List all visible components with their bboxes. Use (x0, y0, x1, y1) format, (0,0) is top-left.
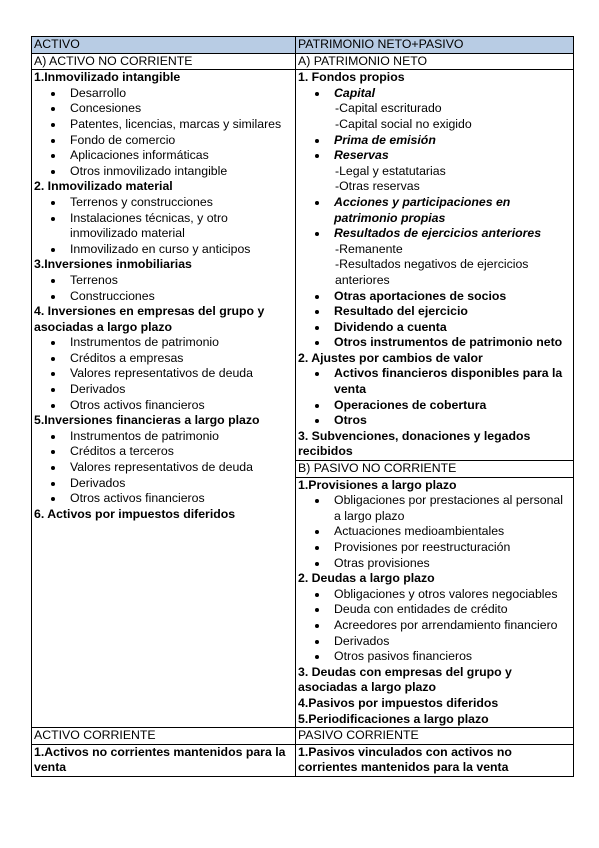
bullet-icon (315, 201, 319, 205)
fondos-propios-list-b (298, 133, 573, 164)
fondos-propios-bold-list (298, 289, 573, 351)
pasivo-no-corriente-cell (296, 477, 574, 728)
bullet-icon (315, 295, 319, 299)
bullet-icon (315, 530, 319, 534)
bullet-icon (315, 92, 319, 96)
bullet-icon (51, 466, 55, 470)
bullet-icon (315, 232, 319, 236)
section-pasivo-corriente: PASIVO CORRIENTE (296, 728, 574, 745)
group-list (34, 195, 295, 257)
fondos-propios-list (298, 86, 573, 102)
list-item: Otros (298, 413, 573, 429)
group-title: 4. Inversiones en empresas del grupo y asociadas a largo plazo (34, 304, 265, 334)
bullet-icon (51, 92, 55, 96)
activo-no-corriente-cell (32, 70, 296, 728)
list-item: Acreedores por arrendamiento financiero (298, 618, 573, 634)
list-item: Valores representativos de deuda (34, 460, 295, 476)
provisiones-title: 1.Provisiones a largo plazo (298, 477, 457, 492)
list-item: Concesiones (34, 101, 295, 117)
bullet-icon (315, 593, 319, 597)
bullet-icon (315, 404, 319, 408)
bullet-icon (51, 357, 55, 361)
list-item: Acciones y participaciones en patrimonio propias (298, 195, 573, 226)
bullet-icon (315, 310, 319, 314)
bullet-icon (315, 372, 319, 376)
pasivo-extra-item: 3. Deudas con empresas del grupo y asociadas a largo plazo (298, 664, 512, 695)
group-title: 1.Inmovilizado intangible (34, 70, 181, 85)
fondos-propios-title: 1. Fondos propios (298, 70, 405, 85)
list-item: Créditos a empresas (34, 351, 295, 367)
bullet-icon (51, 154, 55, 158)
bullet-icon (315, 499, 319, 503)
bullet-icon (315, 546, 319, 550)
bullet-icon (51, 139, 55, 143)
list-item: Resultado del ejercicio (298, 304, 573, 320)
header-pasivo: PATRIMONIO NETO+PASIVO (296, 37, 574, 54)
group-title: 3.Inversiones inmobiliarias (34, 257, 192, 272)
list-item: Resultados de ejercicios anteriores (298, 226, 573, 242)
bullet-icon (51, 201, 55, 205)
group-title: 6. Activos por impuestos diferidos (34, 506, 236, 521)
ajustes-list (298, 366, 573, 428)
bullet-icon (315, 608, 319, 612)
list-item: Instrumentos de patrimonio (34, 429, 295, 445)
list-item: Inmovilizado en curso y anticipos (34, 242, 295, 258)
list-item: Derivados (34, 476, 295, 492)
list-item: Construcciones (34, 289, 295, 305)
bullet-icon (51, 279, 55, 283)
deudas-list (298, 587, 573, 665)
list-item: Obligaciones por prestaciones al personal a largo plazo (298, 493, 573, 524)
list-item: Otros activos financieros (34, 491, 295, 507)
list-item: Instalaciones técnicas, y otro inmovilizado material (34, 211, 295, 242)
bullet-icon (315, 139, 319, 143)
bullet-icon (51, 107, 55, 111)
list-item: Operaciones de cobertura (298, 398, 573, 414)
balance-sheet-table (31, 36, 574, 777)
section-pasivo-no-corriente: B) PASIVO NO CORRIENTE (296, 461, 574, 478)
list-item: Terrenos y construcciones (34, 195, 295, 211)
section-patrimonio-neto: A) PATRIMONIO NETO (296, 53, 574, 70)
header-row (32, 37, 574, 54)
bullet-icon (51, 450, 55, 454)
bullet-icon (315, 341, 319, 345)
group-list (34, 273, 295, 304)
list-item: Otras aportaciones de socios (298, 289, 573, 305)
bullet-icon (51, 123, 55, 127)
bullet-icon (51, 482, 55, 486)
group-title: 5.Inversiones financieras a largo plazo (34, 413, 260, 428)
bullet-icon (315, 419, 319, 423)
bullet-icon (51, 170, 55, 174)
bullet-icon (51, 217, 55, 221)
list-item: Otros inmovilizado intangible (34, 164, 295, 180)
list-item: Deuda con entidades de crédito (298, 602, 573, 618)
bullet-icon (51, 372, 55, 376)
bullet-icon (315, 624, 319, 628)
body-row (32, 744, 574, 776)
bullet-icon (51, 341, 55, 345)
bullet-icon (315, 562, 319, 566)
activo-no-corriente-list (34, 70, 295, 522)
reservas-line: -Otras reservas (335, 179, 420, 194)
list-item: Otras provisiones (298, 556, 573, 572)
bullet-icon (51, 248, 55, 252)
list-item: Derivados (298, 634, 573, 650)
list-item: Derivados (34, 382, 295, 398)
provisiones-list (298, 493, 573, 571)
list-item: Créditos a terceros (34, 444, 295, 460)
resultados-line: -Resultados negativos de ejercicios anteriores (335, 257, 529, 287)
group-title: 2. Inmovilizado material (34, 179, 173, 194)
header-activo: ACTIVO (32, 37, 296, 54)
bullet-icon (51, 295, 55, 299)
list-item: Instrumentos de patrimonio (34, 335, 295, 351)
reservas-line: -Legal y estatutarias (335, 163, 446, 178)
bullet-icon (51, 388, 55, 392)
list-item: Obligaciones y otros valores negociables (298, 587, 573, 603)
group-list (34, 335, 295, 413)
bullet-icon (315, 655, 319, 659)
list-item: Actuaciones medioambientales (298, 524, 573, 540)
fondos-propios-list-c (298, 195, 573, 242)
list-item: Valores representativos de deuda (34, 366, 295, 382)
capital-line: -Capital escriturado (335, 101, 442, 116)
list-item: Prima de emisión (298, 133, 573, 149)
ajustes-title: 2. Ajustes por cambios de valor (298, 350, 483, 365)
list-item: Dividendo a cuenta (298, 320, 573, 336)
list-item: Activos financieros disponibles para la venta (298, 366, 573, 397)
list-item: Otros activos financieros (34, 398, 295, 414)
bullet-icon (51, 497, 55, 501)
pasivo-corriente-item: 1.Pasivos vinculados con activos no corrientes mantenidos para la venta (296, 744, 574, 776)
list-item: Patentes, licencias, marcas y similares (34, 117, 295, 133)
list-item: Otros pasivos financieros (298, 649, 573, 665)
group-list (34, 429, 295, 507)
list-item: Provisiones por reestructuración (298, 540, 573, 556)
body-row (32, 70, 574, 461)
list-item: Aplicaciones informáticas (34, 148, 295, 164)
bullet-icon (315, 326, 319, 330)
deudas-title: 2. Deudas a largo plazo (298, 571, 435, 586)
patrimonio-neto-cell (296, 70, 574, 461)
pasivo-extra-item: 4.Pasivos por impuestos diferidos (298, 695, 499, 710)
list-item: Capital (298, 86, 573, 102)
bullet-icon (51, 435, 55, 439)
list-item: Otros instrumentos de patrimonio neto (298, 335, 573, 351)
list-item: Desarrollo (34, 86, 295, 102)
pasivo-extra-item: 5.Periodificaciones a largo plazo (298, 711, 489, 726)
subvenciones-title: 3. Subvenciones, donaciones y legados recibidos (298, 428, 531, 459)
activo-corriente-item: 1.Activos no corrientes mantenidos para la venta (32, 744, 296, 776)
group-list (34, 86, 295, 180)
bullet-icon (315, 154, 319, 158)
section-row (32, 728, 574, 745)
bullet-icon (315, 640, 319, 644)
list-item: Fondo de comercio (34, 133, 295, 149)
section-activo-corriente: ACTIVO CORRIENTE (32, 728, 296, 745)
section-activo-no-corriente: A) ACTIVO NO CORRIENTE (32, 53, 296, 70)
list-item: Reservas (298, 148, 573, 164)
section-row (32, 53, 574, 70)
list-item: Terrenos (34, 273, 295, 289)
capital-line: -Capital social no exigido (335, 116, 472, 131)
resultados-line: -Remanente (335, 241, 403, 256)
bullet-icon (51, 404, 55, 408)
